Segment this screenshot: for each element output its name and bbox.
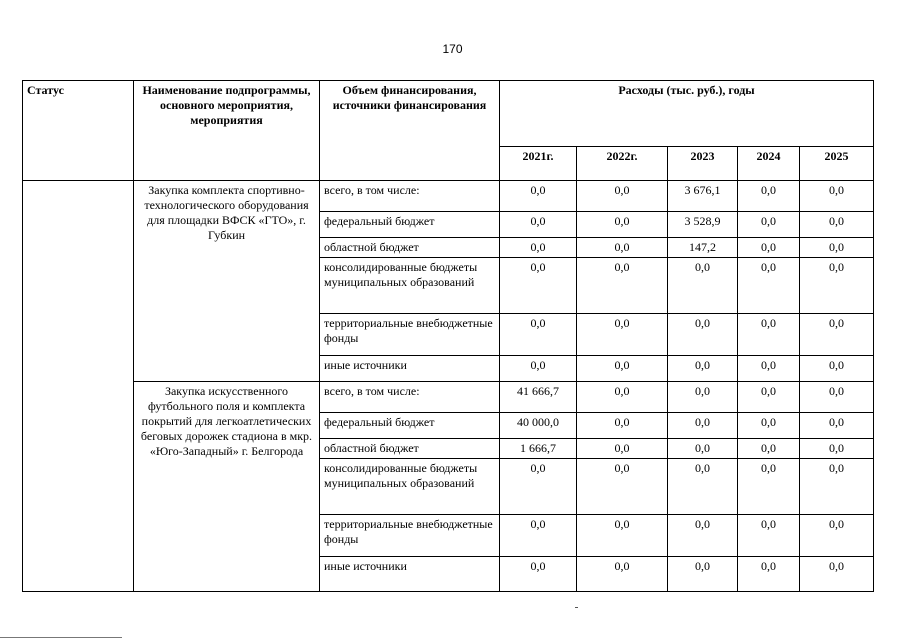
- value-cell: 0,0: [738, 459, 800, 515]
- value-cell: 0,0: [738, 212, 800, 238]
- value-cell: 0,0: [577, 356, 668, 382]
- source-cell: территориальные внебюджетные фонды: [320, 515, 500, 557]
- value-cell: 40 000,0: [500, 413, 577, 439]
- funding-header: Объем финансирования, источники финансирования: [320, 81, 500, 181]
- value-cell: 0,0: [668, 557, 738, 592]
- value-cell: 0,0: [500, 238, 577, 258]
- value-cell: 0,0: [668, 515, 738, 557]
- value-cell: 0,0: [577, 515, 668, 557]
- status-header: Статус: [23, 81, 134, 181]
- value-cell: 3 676,1: [668, 181, 738, 212]
- value-cell: 0,0: [577, 439, 668, 459]
- value-cell: 0,0: [668, 439, 738, 459]
- year-header: 2024: [738, 147, 800, 181]
- value-cell: 0,0: [577, 181, 668, 212]
- value-cell: 0,0: [738, 181, 800, 212]
- value-cell: 0,0: [500, 356, 577, 382]
- source-cell: всего, в том числе:: [320, 181, 500, 212]
- budget-table: [22, 80, 874, 592]
- value-cell: 0,0: [738, 258, 800, 314]
- value-cell: 0,0: [577, 212, 668, 238]
- value-cell: 0,0: [668, 413, 738, 439]
- source-cell: всего, в том числе:: [320, 382, 500, 413]
- value-cell: 0,0: [500, 459, 577, 515]
- value-cell: 0,0: [577, 314, 668, 356]
- event-name-cell: Закупка комплекта спортивно-технологического оборудования для площадки ВФСК «ГТО», г. Губкин: [134, 181, 320, 382]
- page-number: 170: [442, 42, 463, 56]
- source-cell: территориальные внебюджетные фонды: [320, 314, 500, 356]
- scan-speck: [575, 607, 578, 608]
- value-cell: 0,0: [668, 382, 738, 413]
- source-cell: иные источники: [320, 356, 500, 382]
- year-header: 2022г.: [577, 147, 668, 181]
- value-cell: 0,0: [800, 515, 874, 557]
- source-cell: областной бюджет: [320, 439, 500, 459]
- value-cell: 0,0: [800, 557, 874, 592]
- value-cell: 0,0: [577, 459, 668, 515]
- value-cell: 0,0: [577, 238, 668, 258]
- value-cell: 0,0: [738, 413, 800, 439]
- value-cell: 0,0: [668, 314, 738, 356]
- value-cell: 41 666,7: [500, 382, 577, 413]
- source-cell: федеральный бюджет: [320, 212, 500, 238]
- value-cell: 0,0: [500, 212, 577, 238]
- value-cell: 0,0: [738, 515, 800, 557]
- source-cell: консолидированные бюджеты муниципальных образований: [320, 459, 500, 515]
- source-cell: областной бюджет: [320, 238, 500, 258]
- value-cell: 0,0: [800, 356, 874, 382]
- bottom-rule: [0, 637, 122, 638]
- value-cell: 1 666,7: [500, 439, 577, 459]
- source-cell: федеральный бюджет: [320, 413, 500, 439]
- value-cell: 0,0: [577, 382, 668, 413]
- value-cell: 0,0: [500, 557, 577, 592]
- value-cell: 0,0: [738, 238, 800, 258]
- event-name-cell: Закупка искусственного футбольного поля и комплекта покрытий для легкоатлетических беговых дорожек стадиона в мкр. «Юго-Западный» г. Белгорода: [134, 382, 320, 592]
- value-cell: 0,0: [668, 356, 738, 382]
- header-row: [23, 81, 874, 147]
- value-cell: 0,0: [800, 413, 874, 439]
- value-cell: 0,0: [577, 413, 668, 439]
- value-cell: 0,0: [800, 439, 874, 459]
- table-row: [23, 181, 874, 212]
- value-cell: 0,0: [668, 459, 738, 515]
- year-header: 2021г.: [500, 147, 577, 181]
- table-row: [23, 382, 874, 413]
- value-cell: 0,0: [738, 314, 800, 356]
- value-cell: 147,2: [668, 238, 738, 258]
- value-cell: 0,0: [800, 382, 874, 413]
- value-cell: 3 528,9: [668, 212, 738, 238]
- source-cell: консолидированные бюджеты муниципальных образований: [320, 258, 500, 314]
- value-cell: 0,0: [800, 238, 874, 258]
- value-cell: 0,0: [738, 439, 800, 459]
- value-cell: 0,0: [577, 258, 668, 314]
- value-cell: 0,0: [738, 382, 800, 413]
- value-cell: 0,0: [500, 314, 577, 356]
- value-cell: 0,0: [800, 181, 874, 212]
- source-cell: иные источники: [320, 557, 500, 592]
- value-cell: 0,0: [800, 459, 874, 515]
- value-cell: 0,0: [500, 181, 577, 212]
- name-header: Наименование подпрограммы, основного мероприятия, мероприятия: [134, 81, 320, 181]
- value-cell: 0,0: [738, 557, 800, 592]
- value-cell: 0,0: [738, 356, 800, 382]
- value-cell: 0,0: [800, 212, 874, 238]
- value-cell: 0,0: [500, 258, 577, 314]
- year-header: 2025: [800, 147, 874, 181]
- expenses-header: Расходы (тыс. руб.), годы: [500, 81, 874, 147]
- value-cell: 0,0: [800, 258, 874, 314]
- status-cell: [23, 181, 134, 592]
- value-cell: 0,0: [500, 515, 577, 557]
- value-cell: 0,0: [800, 314, 874, 356]
- year-header: 2023: [668, 147, 738, 181]
- value-cell: 0,0: [668, 258, 738, 314]
- value-cell: 0,0: [577, 557, 668, 592]
